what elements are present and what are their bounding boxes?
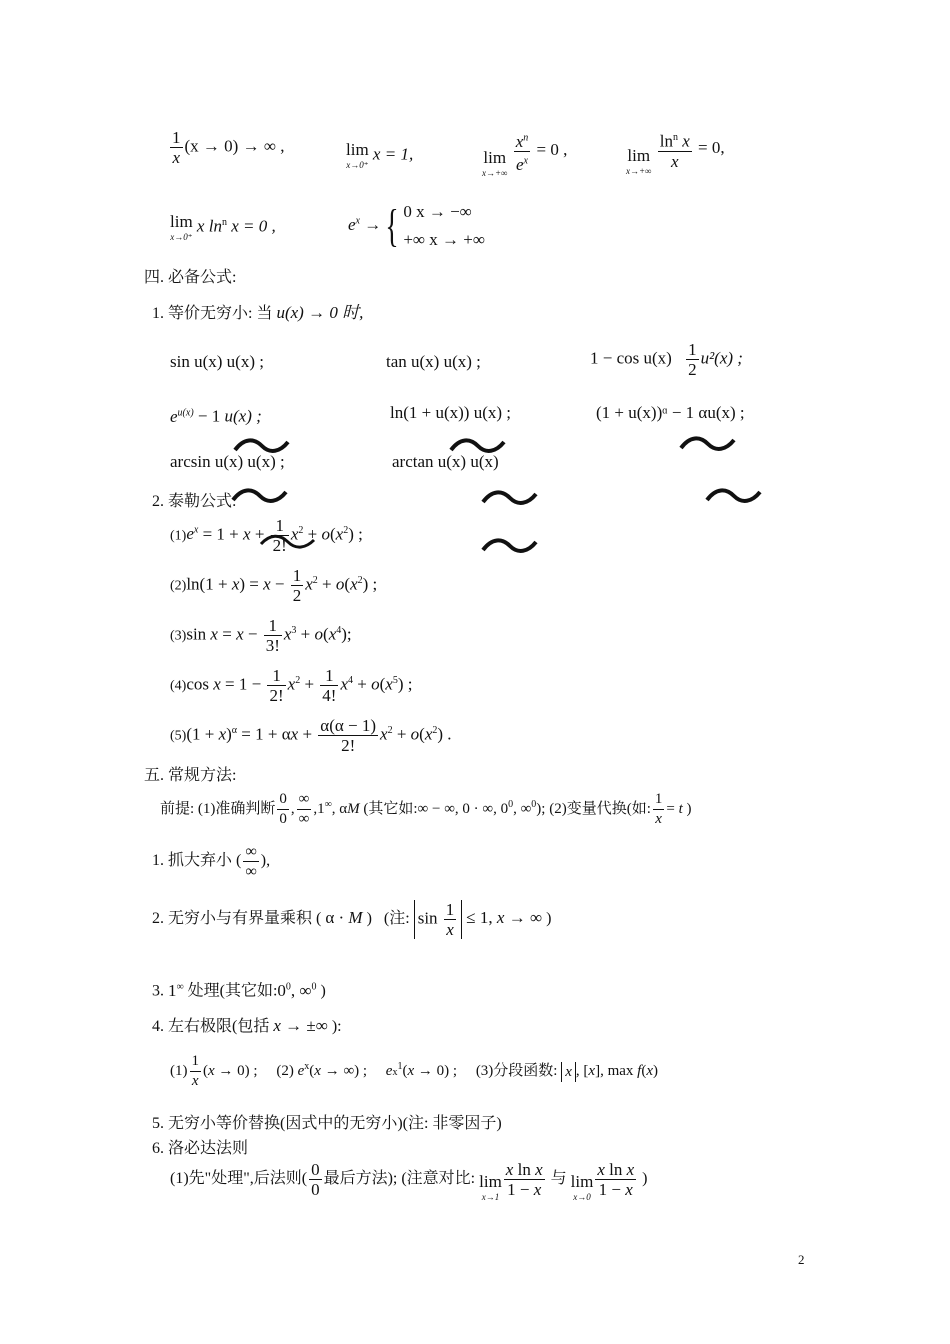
method-1: 1. 抓大弃小 ( $\frac{\infty}{\infty}$ ), [152,843,271,880]
exp-limit-cases: $e^x$ →{ 0 x → −∞ +∞ x → +∞ [348,200,486,251]
method-4: 4. 左右极限(包括 x → ±∞ ): [152,1016,342,1035]
tilde-mark-6 [704,486,762,506]
taylor-4: (4)cos x = 1 − $\frac{1}{2!}$ $x^2$ + $\frac{1}{4!}$ $x^4 + o(x^5)$ ; [170,666,413,705]
limit-x-pow-x: lim x→0⁺ x = 1, [346,140,414,170]
eq-cos: 1 − cos u(x) $\frac{1}{2}$ u²(x) ; [590,340,743,379]
eq-sin: sin u(x) u(x) ; [170,352,264,371]
tilde-mark-4 [230,486,288,506]
limit-lnx-over-x: lim x→+∞ $\frac{\ln^n x}{x}$ = 0, [626,128,725,171]
eq-tan: tan u(x) u(x) ; [386,352,481,371]
taylor-2: (2)ln(1 + x) = x − $\frac{1}{2}$ $x^2 + o(x^2)$ ; [170,566,378,605]
limit-x-ln-x: lim x→0⁺ x $\ln^n x = 0$ , [170,212,276,242]
taylor-1: $(1)e^x = 1 + x$ + $\frac{1}{2!}$ $x^2 + o(x^2)$ ; [170,516,363,555]
tilde-mark-2 [448,436,506,456]
tilde-mark-1 [232,436,290,456]
method-6: 6. 洛必达法则 [152,1140,249,1157]
method-6-1: (1)先"处理",后法则( $\frac{0}{0}$ 最后方法); (注意对比: lim x→1 $\frac{\text{x ln x}}{1 - x}$ 与 lim x→0 $\frac{\text{x ln x}}{1 - x}$ ) [170,1160,648,1202]
eq-power: (1 + u(x))ᵅ − 1 αu(x) ; [596,403,745,422]
limit-one-over-x: $\frac{1}{x}$ (x → 0) → ∞ , [172,128,285,167]
taylor-heading: 2. 泰勒公式: [152,493,237,510]
page-number: 2 [798,1252,805,1267]
premise-line: 前提: (1)准确判断 $\frac{0}{0}$ , $\frac{\infty}{\infty}$ ,1∞, αM (其它如:∞ − ∞, 0 · ∞, $0^0$, ∞$^0$); (2)变量代换(如: $\frac{1}{x}$ = t ) [160,791,692,827]
taylor-5: $(5)(1 + x)^\alpha = 1 + \alpha x$ + $\frac{\alpha(\alpha - 1)}{2!}$ $x^2 + o(x^2)$ . [170,716,452,755]
method-5: 5. 无穷小等价替换(因式中的无穷小)(注: 非零因子) [152,1115,502,1132]
eq-arcsin: arcsin u(x) u(x) ; [170,452,285,471]
tilde-mark-5 [480,488,538,508]
method-3: 3. 1∞ 处理(其它如$:0^0$, ∞$^0$ ) [152,980,326,1000]
section5-title: 五. 常规方法: [144,767,237,784]
limit-x-pow-x-text: x = 1, [372,144,414,164]
method-2: 2. 无穷小与有界量乘积 ( α · M ) (注: sin $\frac{1}{x}$ ≤ 1, x → ∞ ) [152,900,552,939]
tilde-mark-3 [678,434,736,454]
eq-arctan: arctan u(x) u(x) [392,452,499,471]
eq-ln: ln(1 + u(x)) u(x) ; [390,403,512,422]
equiv-infinitesimal-heading: 1. 等价无穷小: 当 u(x) → 0 时, [152,303,364,322]
taylor-3: (3)sin x = x − $\frac{1}{3!}$ $x^3 + o(x^4)$; [170,616,352,655]
limit-xn-over-ex: lim x→+∞ $\frac{x^n}{e^x}$ = 0 , [482,128,567,174]
eq-exp: $e^{u(x)} - 1$ u(x) ; [170,406,262,426]
section4-title: 四. 必备公式: [144,269,237,286]
method-4-items: (1) $\frac{1}{x}$ (x → 0) ; (2) $e^x(x$ → ∞) ; $ex^1(x \to 0)$ ; (3)分段函数: x , [x], max f(x) [170,1053,658,1089]
tilde-mark-7 [480,536,538,556]
